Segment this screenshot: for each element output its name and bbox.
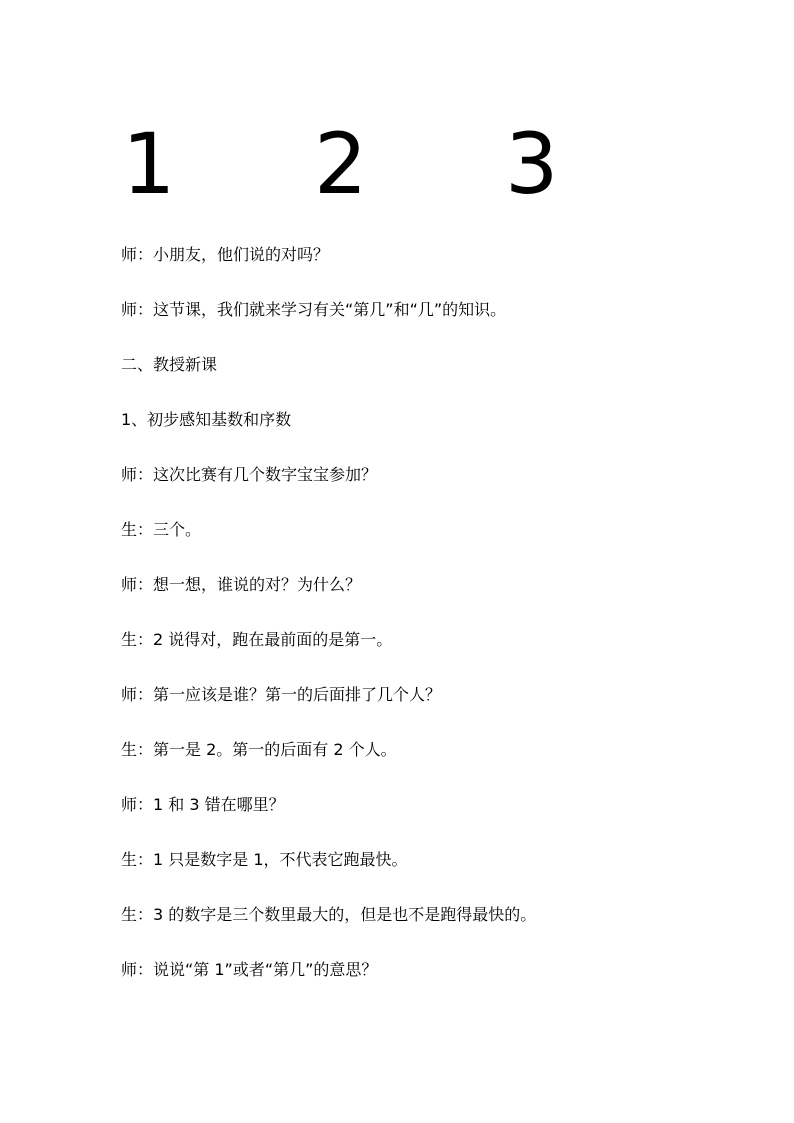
text-line: 师：1 和 3 错在哪里？ [121,795,285,814]
text-line: 生：三个。 [121,520,202,539]
section-heading: 二、教授新课 [121,355,218,374]
text-line: 生：2 说得对，跑在最前面的是第一。 [121,630,393,649]
text-line: 师：小朋友，他们说的对吗？ [121,245,330,264]
subsection-heading: 1、初步感知基数和序数 [121,410,292,429]
big-number-3: 3 [505,115,559,213]
text-line: 生：第一是 2。第一的后面有 2 个人。 [121,740,397,759]
text-line: 师：想一想，谁说的对？为什么？ [121,575,362,594]
big-number-2: 2 [314,115,368,213]
text-line: 生：1 只是数字是 1，不代表它跑最快。 [121,850,408,869]
text-line: 师：第一应该是谁？第一的后面排了几个人？ [121,685,442,704]
text-line: 生：3 的数字是三个数里最大的，但是也不是跑得最快的。 [121,905,537,924]
big-number-1: 1 [122,115,176,213]
text-line: 师：这节课，我们就来学习有关“第几”和“几”的知识。 [121,300,507,319]
text-line: 师：这次比赛有几个数字宝宝参加？ [121,465,378,484]
text-line: 师：说说“第 1”或者“第几”的意思？ [121,960,378,979]
big-numbers-row [0,115,794,218]
